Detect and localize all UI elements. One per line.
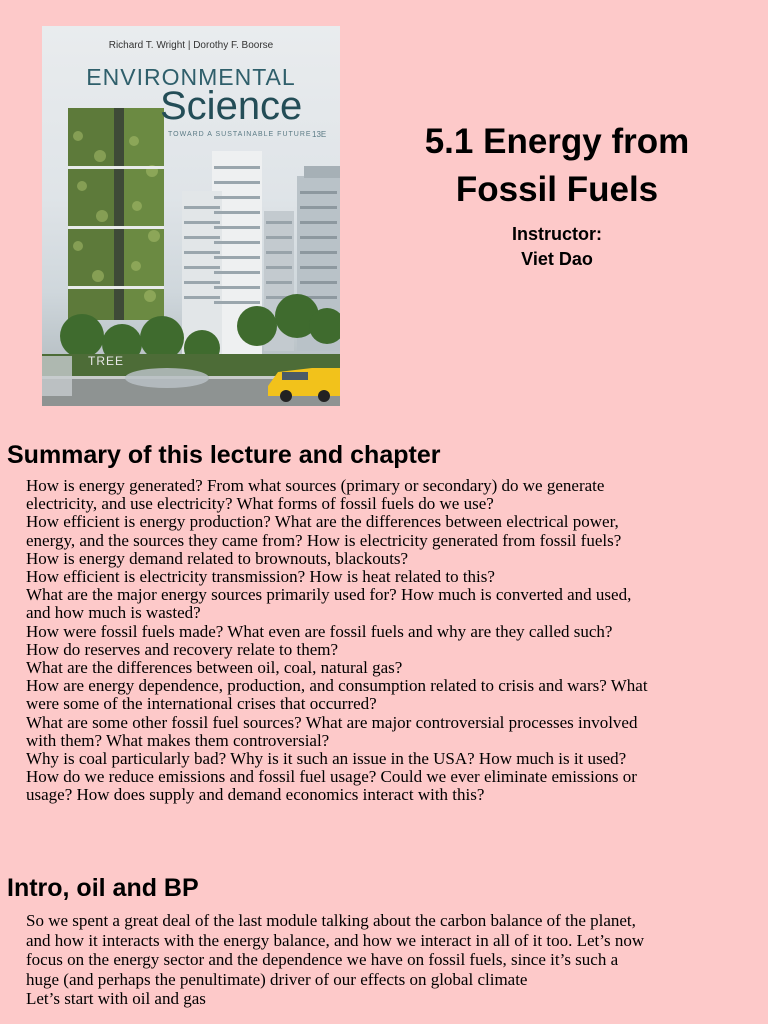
summary-line: What are some other fossil fuel sources? What are major controversial processes involved [26, 712, 638, 732]
summary-line: How efficient is energy production? What are the differences between electrical power, [26, 512, 619, 532]
cover-edition: 13E [312, 130, 327, 139]
intro-line: Let’s start with oil and gas [26, 989, 206, 1008]
summary-line: usage? How does supply and demand economics interact with this? [26, 785, 485, 805]
intro-line: So we spent a great deal of the last module talking about the carbon balance of the planet, [26, 911, 636, 930]
book-cover-image [42, 26, 340, 406]
cover-authors: Richard T. Wright | Dorothy F. Boorse [108, 40, 274, 51]
intro-line: and how it interacts with the energy balance, and how we interact in all of it too. Let’s now [26, 930, 645, 950]
summary-line: How are energy dependence, production, and consumption related to crisis and wars? What [26, 676, 648, 696]
intro-line: focus on the energy sector and the dependence we have on fossil fuels, since it’s such a [26, 950, 619, 969]
summary-heading: Summary of this lecture and chapter [7, 441, 441, 469]
intro-line: huge (and perhaps the penultimate) driver of our effects on global climate [26, 969, 528, 989]
summary-line: What are the major energy sources primarily used for? How much is converted and used, [26, 585, 632, 605]
summary-line: energy, and the sources they came from? How is electricity generated from fossil fuels? [26, 530, 622, 550]
summary-line: How were fossil fuels made? What even are fossil fuels and why are they called such? [26, 621, 613, 641]
intro-heading: Intro, oil and BP [7, 874, 199, 902]
summary-line: How do reserves and recovery relate to them? [26, 639, 339, 659]
page-title [364, 118, 750, 214]
cover-tree-sign: TREE [88, 354, 125, 368]
cover-title-line1: ENVIRONMENTAL [86, 64, 296, 90]
summary-line: How efficient is electricity transmission? How is heat related to this? [26, 567, 495, 587]
instructor-name: Viet Dao [521, 249, 593, 269]
page-title-line2: Fossil Fuels [455, 170, 659, 209]
page-title-line1: 5.1 Energy from [424, 122, 690, 161]
summary-line: were some of the international crises that occurred? [26, 694, 377, 714]
instructor-block [364, 222, 750, 272]
summary-line: and how much is wasted? [26, 603, 201, 623]
summary-line: What are the differences between oil, coal, natural gas? [26, 658, 403, 678]
summary-line: Why is coal particularly bad? Why is it such an issue in the USA? How much is it used? [26, 749, 627, 769]
instructor-label: Instructor: [512, 224, 602, 244]
summary-line: How is energy demand related to brownouts, blackouts? [26, 548, 409, 568]
cover-subtitle: TOWARD A SUSTAINABLE FUTURE [168, 131, 312, 138]
summary-questions [26, 477, 766, 805]
cover-title-line2: Science [160, 84, 303, 128]
summary-line: with them? What makes them controversial? [26, 730, 330, 750]
summary-line: How do we reduce emissions and fossil fuel usage? Could we ever eliminate emissions or [26, 767, 637, 787]
summary-line: electricity, and use electricity? What forms of fossil fuels do we use? [26, 494, 494, 514]
intro-paragraph [26, 911, 766, 1009]
summary-line: How is energy generated? From what sources (primary or secondary) do we generate [26, 476, 605, 495]
